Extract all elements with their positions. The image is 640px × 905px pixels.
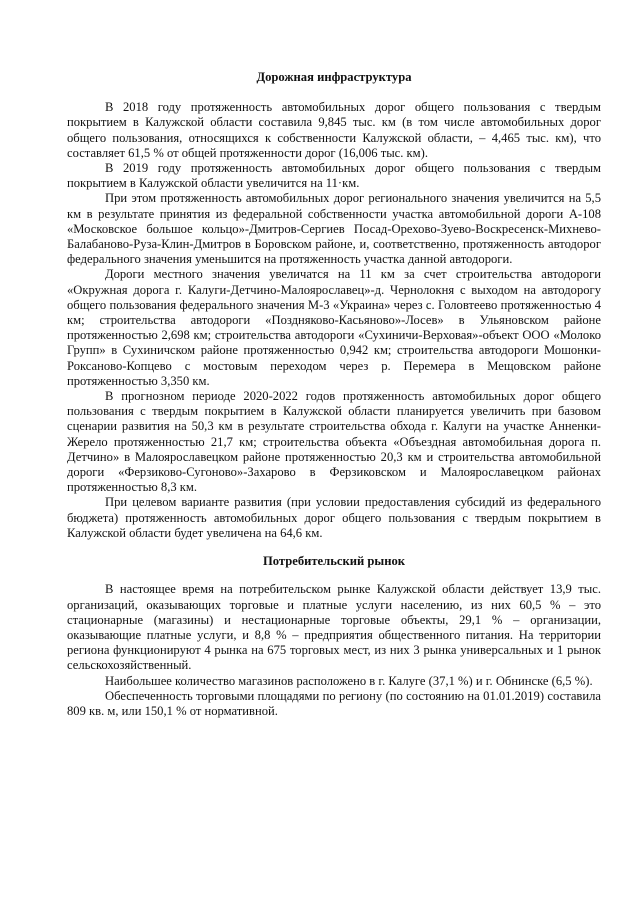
section-title-consumer-market: Потребительский рынок [262, 554, 406, 569]
section-title-road-infrastructure: Дорожная инфраструктура [256, 70, 412, 84]
paragraph-consumer-organizations: В настоящее время на потребительском рынке Калужской области действует 13,9 тыс. организаций, оказывающих торговые и платные услуги населению, из них 60,5 % – это стационарные (магазины) и нестационарные торговые объекты, 29,1 % – организации, оказывающие платные услуги, и 8,8 % – предприятия общественного питания. На территории региона функционируют 4 рынка на 675 торговых мест, из них 3 рынка универсальных и 1 рынок сельскохозяйственный. [67, 582, 601, 673]
paragraph-road-2019: В 2019 году протяженность автомобильных дорог общего пользования с твердым покрытием в Калужской области увеличится на 11·км. [67, 161, 601, 191]
paragraph-forecast-2020-2022: В прогнозном периоде 2020-2022 годов протяженность автомобильных дорог общего пользования с твердым покрытием в Калужской области планируется увеличить при базовом сценарии развития на 50,3 км в результате строительства обхода г. Калуги на участке Анненки-Жерело протяженностью 21,7 км; строительства объекта «Объездная автомобильная дорога п. Детчино» в Малоярославецком районе протяженностью 20,3 км и строительства автомобильной дороги «Ферзиково-Сугоново»-Захарово в Ферзиковском и Малоярославецком районах протяженностью 8,3 км. [67, 389, 601, 495]
paragraph-shops-distribution: Наибольшее количество магазинов расположено в г. Калуге (37,1 %) и г. Обнинске (6,5 %). [105, 673, 593, 688]
paragraph-retail-space: Обеспеченность торговыми площадями по региону (по состоянию на 01.01.2019) составила 809 кв. м, или 150,1 % от нормативной. [67, 688, 601, 718]
document-page [67, 70, 601, 719]
paragraph-local-roads: Дороги местного значения увеличатся на 11 км за счет строительства автодороги «Окружная дорога г. Калуги-Детчино-Малоярославец»-д. Чернолокня с выходом на автодорогу общего пользования федерального значения М-3 «Украина» через с. Головтеево протяженностью 4 км; строительства автодороги «Поздняково-Касьяново»-Лосев» в Ульяновском районе протяженностью 2,698 км; строительства автодороги «Сухиничи-Верховая»-объект ООО «Молоко Групп» в Сухиничском районе протяженностью 0,942 км; строительства автодороги Мошонки-Роксаново-Копцево с мостовым переходом через р. Перемера в Мещовском районе протяженностью 3,350 км. [67, 267, 601, 388]
paragraph-road-2018: В 2018 году протяженность автомобильных дорог общего пользования с твердым покрытием в Калужской области составила 9,845 тыс. км (в том числе автомобильных дорог общего пользования, относящихся к собственности Калужской области, – 4,465 тыс. км), что составляет 61,5 % от общей протяженности дорог (16,006 тыс. км). [67, 100, 601, 160]
paragraph-target-scenario: При целевом варианте развития (при условии предоставления субсидий из федерального бюджета) протяженность автомобильных дорог общего пользования с твердым покрытием в Калужской области будет увеличена на 64,6 км. [67, 495, 601, 540]
paragraph-regional-roads: При этом протяженность автомобильных дорог регионального значения увеличится на 5,5 км в результате принятия из федеральной собственности участка автомобильной дороги А-108 «Московское большое кольцо»-Дмитров-Сергиев Посад-Орехово-Зуево-Воскресенск-Михнево-Балабаново-Руза-Клин-Дмитров в Боровском районе, и, соответственно, протяженность автодорог федерального значения уменьшится на протяженность участка данной автодороги. [67, 191, 601, 267]
